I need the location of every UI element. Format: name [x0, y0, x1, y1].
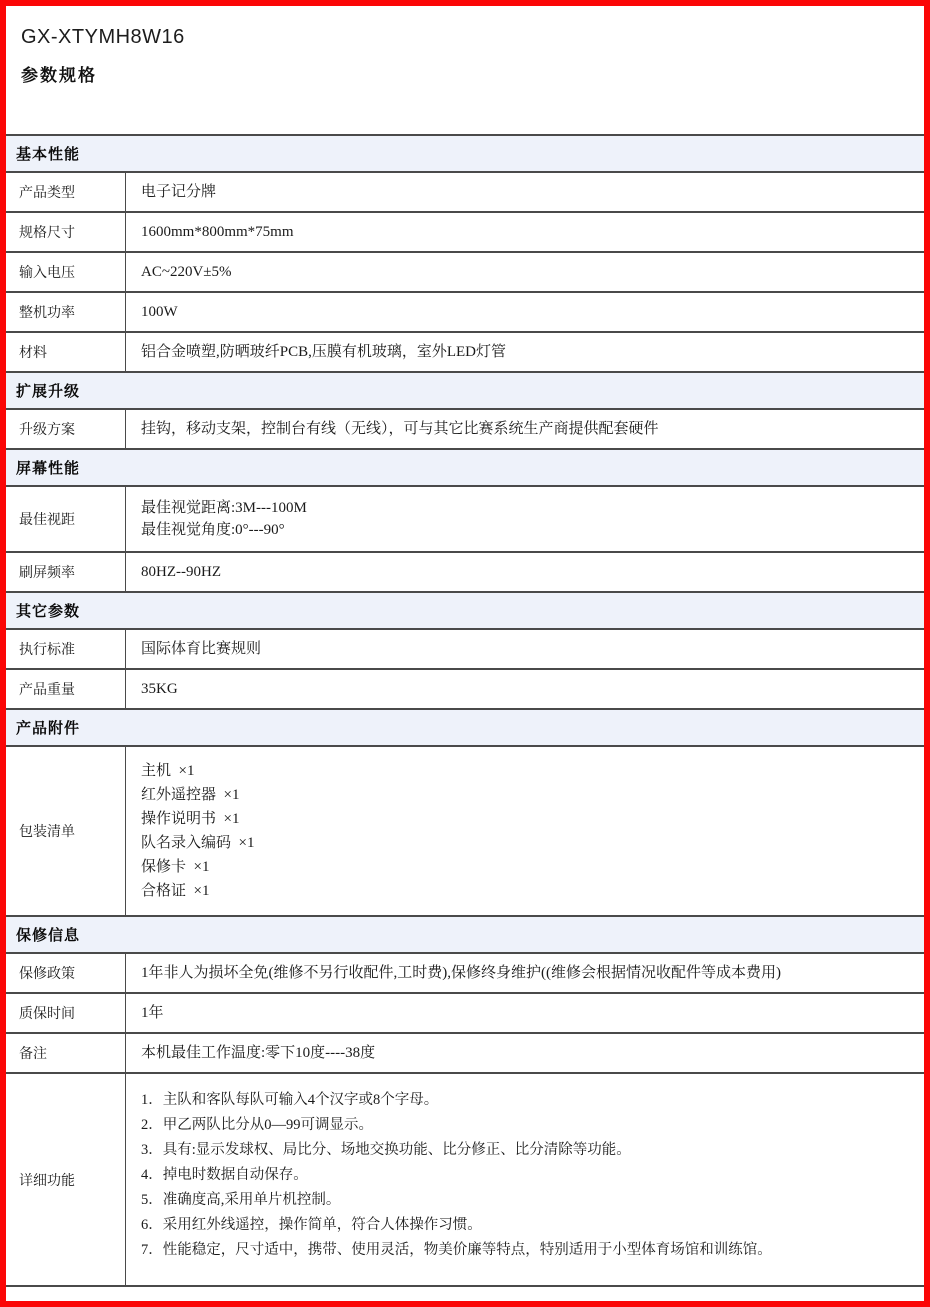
spec-value: 1年非人为损坏全免(维修不另行收配件,工时费),保修终身维护((维修会根据情况收配件等成本费用)	[141, 965, 781, 981]
function-item: 1．主队和客队每队可输入4个汉字或8个字母。	[141, 1092, 439, 1108]
table-row	[6, 173, 924, 213]
package-item: 保修卡 ×1	[141, 859, 210, 875]
page-title: 参数规格	[21, 66, 97, 85]
section-header-basic: 基本性能	[6, 136, 924, 173]
section-header-screen: 屏幕性能	[6, 450, 924, 487]
table-row	[6, 670, 924, 710]
table-row	[6, 333, 924, 373]
table-row	[6, 747, 924, 917]
table-row	[6, 994, 924, 1034]
title-block	[6, 6, 924, 86]
spec-table	[6, 134, 924, 1287]
function-item: 4．掉电时数据自动保存。	[141, 1167, 308, 1183]
section-header-accessories: 产品附件	[6, 710, 924, 747]
spec-value	[126, 747, 924, 915]
function-item: 7．性能稳定，尺寸适中，携带、使用灵活，物美价廉等特点，特别适用于小型体育场馆和训练馆。	[141, 1242, 772, 1258]
spec-label: 升级方案	[6, 410, 126, 448]
spec-label: 质保时间	[6, 994, 126, 1032]
section-header-upgrade: 扩展升级	[6, 373, 924, 410]
spec-value-line: 最佳视觉角度:0°---90°	[141, 522, 285, 538]
spec-value: 1600mm*800mm*75mm	[141, 224, 294, 240]
table-row	[6, 213, 924, 253]
spec-value	[126, 487, 924, 551]
spec-label: 保修政策	[6, 954, 126, 992]
spec-label: 详细功能	[6, 1074, 126, 1285]
section-header-other: 其它参数	[6, 593, 924, 630]
function-item: 2．甲乙两队比分从0—99可调显示。	[141, 1117, 373, 1133]
spec-label: 包装清单	[6, 747, 126, 915]
table-row	[6, 253, 924, 293]
table-row	[6, 553, 924, 593]
spec-value: 100W	[141, 304, 178, 320]
table-row	[6, 487, 924, 553]
spec-value: 本机最佳工作温度:零下10度----38度	[141, 1045, 376, 1061]
spec-value: 80HZ--90HZ	[141, 564, 221, 580]
table-row	[6, 293, 924, 333]
table-row	[6, 954, 924, 994]
spec-value	[126, 1074, 924, 1285]
table-row	[6, 630, 924, 670]
spec-value: 铝合金喷塑,防晒玻纤PCB,压膜有机玻璃，室外LED灯管	[141, 344, 507, 360]
spec-value: 35KG	[141, 681, 178, 697]
spec-value: 国际体育比赛规则	[141, 641, 262, 657]
spec-value: 1年	[141, 1005, 164, 1021]
spec-label: 输入电压	[6, 253, 126, 291]
table-row	[6, 1034, 924, 1074]
table-row	[6, 410, 924, 450]
function-item: 6．采用红外线遥控，操作简单，符合人体操作习惯。	[141, 1217, 482, 1233]
spec-label: 最佳视距	[6, 487, 126, 551]
spec-value: 挂钩，移动支架，控制台有线（无线），可与其它比赛系统生产商提供配套硬件	[141, 421, 659, 437]
function-item: 3．具有:显示发球权、局比分、场地交换功能、比分修正、比分清除等功能。	[141, 1142, 631, 1158]
spec-label: 产品类型	[6, 173, 126, 211]
package-item: 队名录入编码 ×1	[141, 835, 255, 851]
spec-value-line: 最佳视觉距离:3M---100M	[141, 500, 307, 516]
spec-value: 电子记分牌	[141, 184, 217, 200]
spec-label: 产品重量	[6, 670, 126, 708]
section-header-warranty: 保修信息	[6, 917, 924, 954]
package-item: 操作说明书 ×1	[141, 811, 240, 827]
spec-label: 材料	[6, 333, 126, 371]
spec-label: 规格尺寸	[6, 213, 126, 251]
spec-value: AC~220V±5%	[141, 264, 232, 280]
package-item: 红外遥控器 ×1	[141, 787, 240, 803]
function-item: 5．准确度高,采用单片机控制。	[141, 1192, 341, 1208]
spec-label: 执行标准	[6, 630, 126, 668]
table-row	[6, 1074, 924, 1287]
spec-label: 整机功率	[6, 293, 126, 331]
package-item: 合格证 ×1	[141, 883, 210, 899]
product-code: GX-XTYMH8W16	[21, 26, 185, 48]
spec-label: 刷屏频率	[6, 553, 126, 591]
package-item: 主机 ×1	[141, 763, 195, 779]
spec-label: 备注	[6, 1034, 126, 1072]
